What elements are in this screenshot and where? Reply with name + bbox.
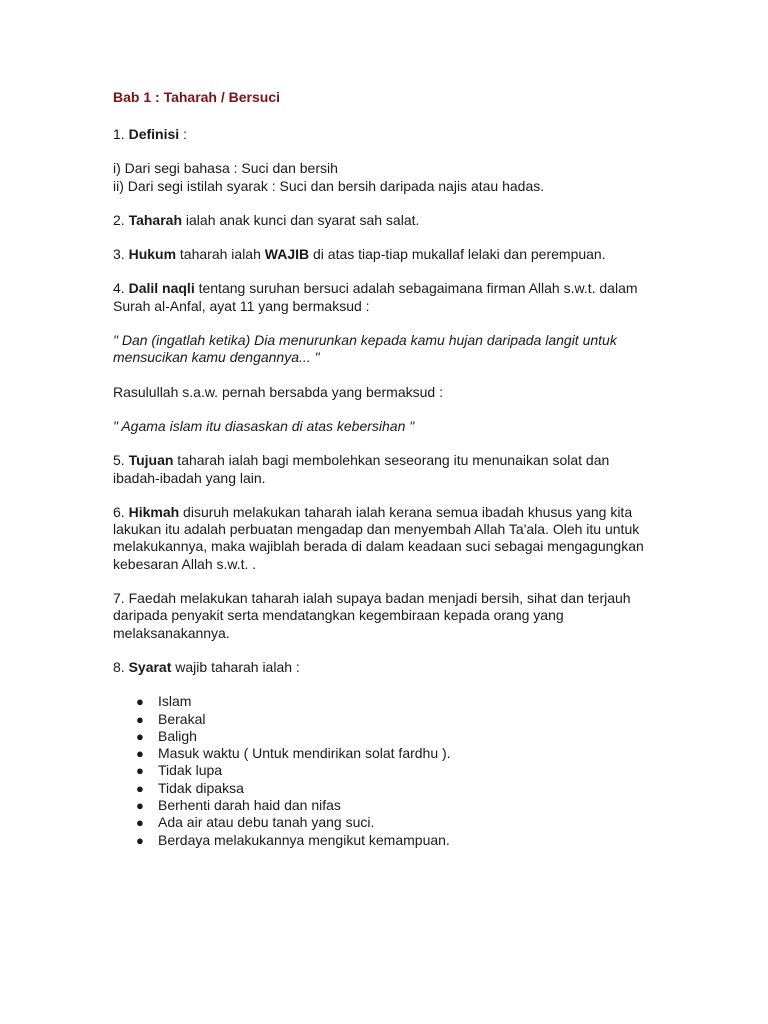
list-item: [136, 814, 658, 831]
list-item-text: Tidak dipaksa: [158, 779, 244, 796]
definisi-syarak: ii) Dari segi istilah syarak : Suci dan bersih daripada najis atau hadas.: [113, 177, 545, 194]
list-item: [136, 831, 658, 849]
bullet-icon: ●: [136, 763, 144, 779]
list-item-text: Masuk waktu ( Untuk mendirikan solat fardhu ).: [158, 745, 451, 762]
hadith-intro: Rasulullah s.a.w. pernah bersabda yang bermaksud :: [113, 383, 443, 400]
list-item: [136, 762, 658, 779]
list-item: [136, 797, 658, 814]
bullet-icon: ●: [136, 728, 144, 744]
bullet-icon: ●: [136, 711, 144, 727]
section-dalil-naqli: [113, 280, 658, 315]
list-item-text: Berhenti darah haid dan nifas: [158, 797, 341, 814]
bullet-icon: ●: [136, 780, 144, 796]
list-item-text: Baligh: [158, 727, 197, 744]
chapter-title: Bab 1 : Taharah / Bersuci: [113, 89, 281, 105]
section-term: Taharah: [128, 211, 183, 228]
section-number: 2.: [113, 211, 129, 228]
section-number: 4.: [113, 280, 129, 297]
list-item-text: Berakal: [158, 710, 206, 727]
list-item: [136, 693, 658, 710]
list-item-text: Islam: [158, 693, 192, 710]
section-term: Dalil naqli: [128, 280, 195, 297]
bullet-icon: ●: [136, 815, 144, 831]
section-number: 6.: [113, 503, 129, 520]
section-faedah: 7. Faedah melakukan taharah ialah supaya badan menjadi bersih, sihat dan terjauh daripada penyakit serta mendatangkan kegembiraan kepada orang yang melaksanakannya.: [113, 590, 631, 641]
syarat-list: [113, 693, 658, 849]
section-number: 8.: [113, 658, 129, 675]
section-hikmah: [113, 504, 658, 573]
bullet-icon: ●: [136, 694, 144, 710]
section-term: Tujuan: [128, 452, 174, 469]
section-definisi: [113, 126, 658, 143]
section-number: 1.: [113, 126, 129, 142]
section-text: disuruh melakukan taharah ialah kerana semua ibadah khusus yang kita lakukan itu adalah perbuatan mengadap dan menyembah Allah Ta'ala. Oleh itu untuk melakukannya, maka wajiblah berada di dalam keadaan suci sebagai mengagungkan kebesaran Allah s.w.t. .: [113, 503, 644, 572]
section-term: Syarat: [128, 658, 172, 675]
section-text: taharah ialah bagi membolehkan seseorang itu menunaikan solat dan ibadah-ibadah yang lain.: [113, 452, 610, 486]
list-item-text: Tidak lupa: [158, 762, 223, 779]
bullet-icon: ●: [136, 832, 144, 848]
bullet-icon: ●: [136, 746, 144, 762]
section-text: tentang suruhan bersuci adalah sebagaimana firman Allah s.w.t. dalam Surah al-Anfal, ayat 11 yang bermaksud :: [113, 280, 638, 314]
section-text: wajib taharah ialah :: [171, 658, 300, 675]
list-item: [136, 710, 658, 728]
section-number: 5.: [113, 452, 129, 469]
list-item-text: Ada air atau debu tanah yang suci.: [158, 814, 375, 831]
section-term: Hikmah: [128, 503, 180, 520]
section-text: taharah ialah: [176, 246, 265, 263]
document-body: [113, 89, 658, 849]
section-number: 3.: [113, 246, 129, 263]
section-hukum: [113, 246, 658, 263]
list-item: [136, 745, 658, 762]
list-item: [136, 779, 658, 797]
section-emphasis: WAJIB: [264, 246, 310, 263]
section-text: :: [179, 126, 187, 142]
section-text: ialah anak kunci dan syarat sah salat.: [182, 211, 420, 228]
section-syarat: [113, 659, 658, 676]
list-item-text: Berdaya melakukannya mengikut kemampuan.: [158, 831, 450, 848]
quran-quote: " Dan (ingatlah ketika) Dia menurunkan kepada kamu hujan daripada langit untuk mensucikan kamu dengannya... ": [113, 332, 617, 366]
bullet-icon: ●: [136, 798, 144, 814]
section-term: Definisi: [128, 126, 180, 142]
section-text: di atas tiap-tiap mukallaf lelaki dan perempuan.: [309, 246, 606, 263]
section-term: Hukum: [128, 246, 177, 263]
list-item: [136, 727, 658, 745]
hadith-quote: " Agama islam itu diasaskan di atas kebersihan ": [113, 417, 415, 434]
section-tujuan: [113, 452, 658, 487]
section-taharah: [113, 212, 658, 229]
definisi-bahasa: i) Dari segi bahasa : Suci dan bersih: [113, 160, 338, 177]
